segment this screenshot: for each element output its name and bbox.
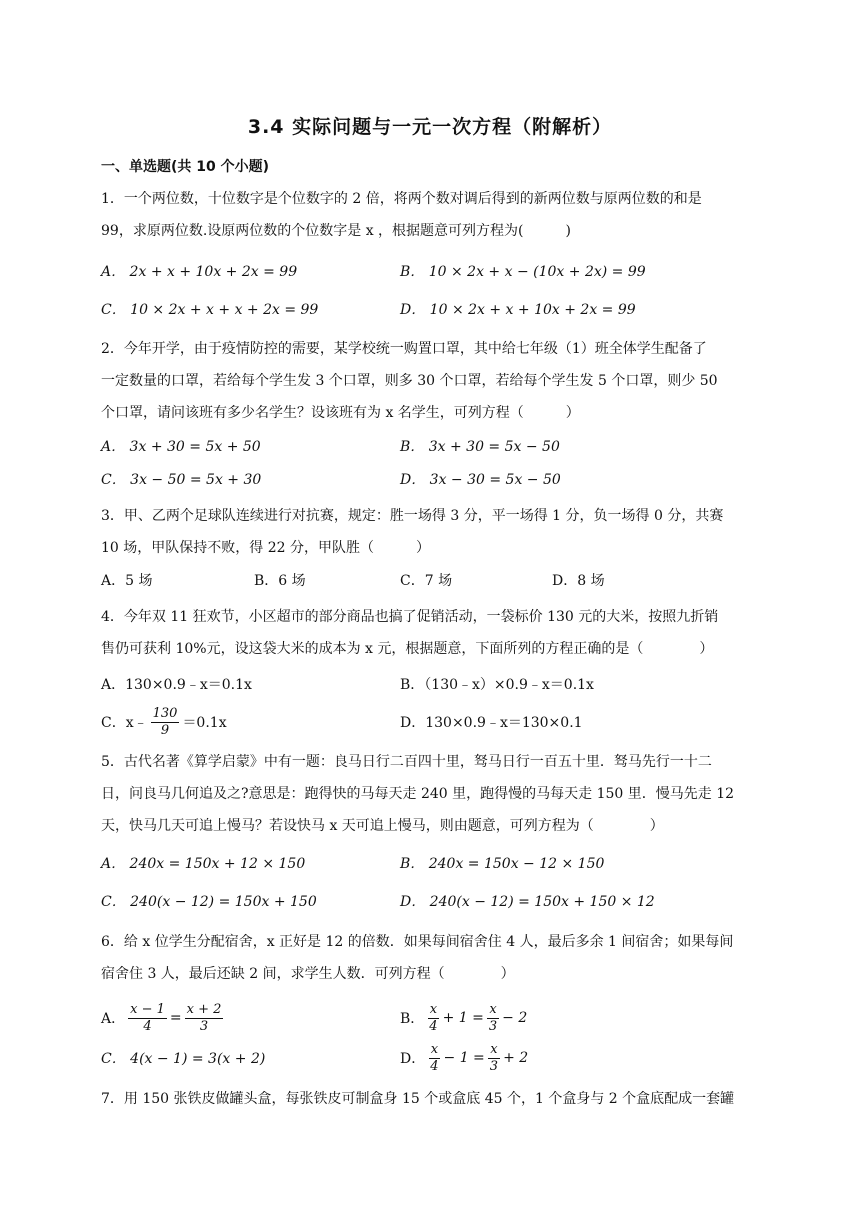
option-b: B．6 场 [254, 573, 306, 589]
option-d: D． 3x − 30 = 5x − 50 [400, 472, 561, 488]
fraction-numerator: x [489, 1001, 497, 1017]
option-c [101, 705, 227, 738]
option-d-label: D． [400, 1051, 426, 1067]
operator: + 1 = [442, 1010, 484, 1026]
option-a: A． 3x + 30 = 5x + 50 [101, 439, 261, 455]
fraction-left [427, 1002, 439, 1035]
option-c: C． 4(x − 1) = 3(x + 2) [101, 1051, 266, 1067]
question-4 [101, 601, 761, 665]
question-6-options [101, 1001, 761, 1035]
fraction-left [428, 1042, 440, 1075]
fraction-numerator: x + 2 [186, 1001, 222, 1017]
fraction-denominator: 3 [199, 1018, 209, 1034]
question-5-line-3: 天，快马几天可追上慢马？若设快马 x 天可追上慢马，则由题意，可列方程为（ ） [101, 818, 664, 834]
option-b-label: B． [400, 1011, 425, 1027]
question-6-options-2 [101, 1041, 761, 1075]
option-c-tail: ＝0.1x [182, 715, 227, 731]
option-b: B． 240x = 150x − 12 × 150 [400, 856, 605, 872]
option-a-label: A． [101, 1011, 126, 1027]
question-5-options [101, 851, 761, 875]
question-5-line-1: 5．古代名著《算学启蒙》中有一题：良马日行二百四十里，驽马日行一百五十里．驽马先行一十二 [101, 754, 712, 770]
question-2-line-2: 一定数量的口罩，若给每个学生发 3 个口罩，则多 30 个口罩，若给每个学生发 5 个口罩，则少 50 [101, 373, 718, 389]
option-a [101, 1001, 226, 1035]
question-2-options-2 [101, 467, 761, 491]
option-d: D． 10 × 2x + x + 10x + 2x = 99 [400, 302, 636, 318]
question-5 [101, 746, 761, 842]
question-1-options-2 [101, 297, 761, 321]
fraction-denominator: 4 [430, 1058, 439, 1074]
option-b [400, 1001, 527, 1035]
option-d [400, 1041, 528, 1075]
fraction-numerator: x [430, 1041, 439, 1057]
option-b: B．（130﹣x）×0.9﹣x＝0.1x [400, 677, 594, 693]
fraction-denominator: 3 [488, 1018, 498, 1034]
option-d: D．130×0.9﹣x＝130×0.1 [400, 715, 583, 731]
option-c: C． 10 × 2x + x + x + 2x = 99 [101, 302, 319, 318]
question-4-options-2 [101, 705, 761, 738]
option-c: C．7 场 [400, 573, 453, 589]
option-c: C． 240(x − 12) = 150x + 150 [101, 894, 317, 910]
question-3-options [101, 568, 761, 592]
fraction-numerator: x [490, 1041, 498, 1057]
option-d: D． 240(x − 12) = 150x + 150 × 12 [400, 894, 655, 910]
fraction-right [488, 1042, 500, 1075]
question-4-line-2: 售仍可获利 10%元，设这袋大米的成本为 x 元，根据题意，下面所列的方程正确的是（ ） [101, 641, 714, 657]
equals-sign: = [169, 1010, 182, 1026]
question-1 [101, 183, 761, 247]
fraction-denominator: 4 [143, 1018, 152, 1034]
page-title: 3.4 实际问题与一元一次方程（附解析） [247, 116, 613, 138]
question-6 [101, 926, 761, 990]
option-a: A．130×0.9﹣x＝0.1x [101, 677, 252, 693]
operator: − 1 = [443, 1050, 485, 1066]
question-2-options [101, 434, 761, 458]
option-a: A． 240x = 150x + 12 × 150 [101, 856, 306, 872]
fraction-denominator: 9 [160, 722, 170, 738]
question-5-line-2: 日，问良马几何追及之?意思是：跑得快的马每天走 240 里，跑得慢的马每天走 150 里．慢马先走 12 [101, 786, 735, 802]
question-3-line-2: 10 场，甲队保持不败，得 22 分，甲队胜（ ） [101, 540, 430, 556]
question-1-line-1: 1．一个两位数，十位数字是个位数字的 2 倍，将两个数对调后得到的新两位数与原两位数的和是 [101, 191, 702, 207]
option-a: A．5 场 [101, 573, 153, 589]
fraction-numerator: x [429, 1001, 438, 1017]
question-1-line-2: 99，求原两位数.设原两位数的个位数字是 x ，根据题意可列方程为( ) [101, 223, 571, 239]
option-c-prefix: C．x﹣ [101, 715, 148, 731]
option-d: D．8 场 [552, 573, 605, 589]
question-2-line-1: 2．今年开学，由于疫情防控的需要，某学校统一购置口罩，其中给七年级（1）班全体学生配备了 [101, 341, 707, 357]
question-6-line-1: 6．给 x 位学生分配宿舍，x 正好是 12 的倍数．如果每间宿舍住 4 人，最后多余 1 间宿舍；如果每间 [101, 934, 734, 950]
operator-tail: + 2 [503, 1050, 529, 1066]
operator-tail: − 2 [502, 1010, 528, 1026]
fraction-numerator: x − 1 [130, 1001, 165, 1017]
question-7-line-1: 7．用 150 张铁皮做罐头盒，每张铁皮可制盒身 15 个或盒底 45 个，1 个盒身与 2 个盒底配成一套罐 [101, 1091, 735, 1107]
option-a: A． 2x + x + 10x + 2x = 99 [101, 264, 298, 280]
fraction-right [487, 1002, 499, 1035]
question-2 [101, 333, 761, 429]
fraction [151, 706, 180, 739]
fraction-right [185, 1002, 224, 1035]
fraction-left [128, 1002, 167, 1035]
question-3 [101, 500, 761, 564]
question-6-line-2: 宿舍住 3 人，最后还缺 2 间，求学生人数．可列方程（ ） [101, 966, 515, 982]
section-heading: 一、单选题(共 10 个小题) [101, 159, 270, 175]
option-c: C． 3x − 50 = 5x + 30 [101, 472, 262, 488]
option-b: B． 3x + 30 = 5x − 50 [400, 439, 560, 455]
question-1-options [101, 259, 761, 283]
question-3-line-1: 3．甲、乙两个足球队连续进行对抗赛，规定：胜一场得 3 分，平一场得 1 分，负一场得 0 分，共赛 [101, 508, 724, 524]
fraction-numerator: 130 [152, 705, 178, 721]
fraction-denominator: 3 [489, 1058, 499, 1074]
question-2-line-3: 个口罩，请问该班有多少名学生？设该班有为 x 名学生，可列方程（ ） [101, 405, 580, 421]
question-7 [101, 1083, 761, 1115]
question-4-line-1: 4．今年双 11 狂欢节，小区超市的部分商品也搞了促销活动，一袋标价 130 元的大米，按照九折销 [101, 609, 719, 625]
question-4-options [101, 672, 761, 696]
fraction-denominator: 4 [429, 1018, 438, 1034]
question-5-options-2 [101, 889, 761, 913]
option-b: B． 10 × 2x + x − (10x + 2x) = 99 [400, 264, 646, 280]
